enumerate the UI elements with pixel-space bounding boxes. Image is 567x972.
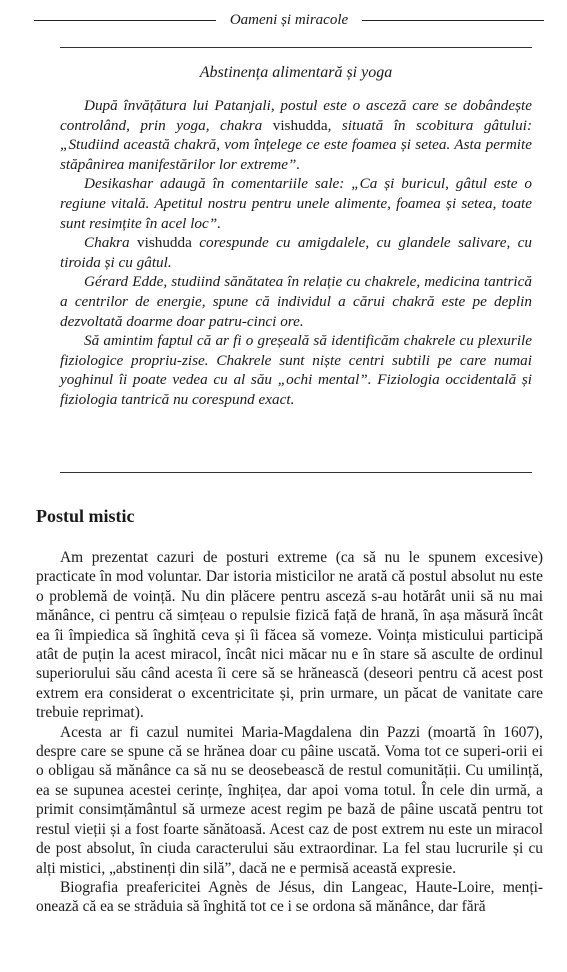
header-rule-right [362,20,544,21]
box-paragraph [60,233,532,272]
box-term-vishudda: vishudda [272,116,328,134]
body-paragraph: Biografia preafericitei Agnès de Jésus, din Langeac, Haute-Loire, menți-onează că ea se străduia să înghită tot ce i se ordona să mănânce, dar fără [36,878,543,916]
box-text-run: , situată în scobitura gâtului: „Studiind această chakră, vom înțelege ce este foamea și setea. Asta permite stăpânirea manifestărilor lor extreme”. [60,116,532,173]
running-title: Oameni și miracole [229,11,349,28]
box-term-vishudda: vishudda [137,234,192,252]
box-paragraph: Gérard Edde, studiind sănătatea în relație cu chakrele, medicina tantrică a centrilor de energie, spune că individul a cărui chakră este pe deplin dezvoltată doarme doar patru-cinci ore. [60,273,532,330]
running-header [34,10,544,30]
body-text [36,548,543,917]
box-paragraph: Desikashar adaugă în comentariile sale: „Ca și buricul, gâtul este o regiune vitală. Apetitul nostru pentru unele alimente, foamea și setea, toate sunt resimțite în acel loc”. [60,175,532,232]
body-paragraph: Acesta ar fi cazul numitei Maria-Magdalena din Pazzi (moartă în 1607), despre care se spune că se hrănea doar cu pâine uscată. Voma tot ce superi-orii ei o obligau să mănânce ca să nu se deosebească de restul comunității. Cu umilință, ea se supunea acestei cerințe, înghițea, dar apoi voma totul. În cele din urmă, a primit consimțământul să urmeze acest regim pe bază de pâine uscată pentru tot restul vieții și a fost foarte sănătoasă. Acest caz de post extrem nu este un miracol de post absolut, în ciuda caracterului său extraordinar. La fel stau lucrurile și cu alți mistici, „abstinenți din silă”, dacă ne e permisă această expresie. [36,723,543,877]
box-bottom-rule [60,472,532,473]
section-heading: Postul mistic [36,506,135,526]
box-title: Abstinența alimentară și yoga [199,64,393,81]
box-text-run: corespunde cu amigdalele, cu glandele salivare, cu tiroida și cu gâtul. [60,234,533,271]
header-rule-left [34,20,216,21]
box-text-run: Chakra [84,234,137,252]
box-top-rule [60,47,532,48]
body-paragraph: Am prezentat cazuri de posturi extreme (ca să nu le spunem excesive) practicate în mod voluntar. Dar istoria misticilor ne arată că postul absolut nu este o problemă de voință. Nu din plăcere pentru asceză s-au hotărât unii să nu mai mănânce, ci pentru că simțeau o repulsie fizică față de hrană, în așa măsură încât ea îi împiedica să înghită ceva și îi făcea să vomeze. Voința misticului participă atât de puțin la acest miracol, încât nici măcar nu e în stare să asculte de ordinul superiorului său când acesta îi cere să se hrănească (deseori pentru că acest post extrem era considerat o excentricitate și, prin urmare, un păcat de vanitate care trebuie reprimat). [36,549,543,722]
sidebar-box-text [60,96,532,410]
box-text-run: După învățătura lui Patanjali, postul este o asceză care se dobândește controlând, prin yoga, chakra [60,97,532,134]
box-paragraph [60,96,532,174]
box-paragraph: Să amintim faptul că ar fi o greșeală să identificăm chakrele cu plexurile fiziologice propriu-zise. Chakrele sunt niște centri subtili pe care numai yoghinul îi poate vedea cu al său „ochi mental”. Fiziologia occidentală și fiziologia tantrică nu corespund exact. [60,332,532,408]
